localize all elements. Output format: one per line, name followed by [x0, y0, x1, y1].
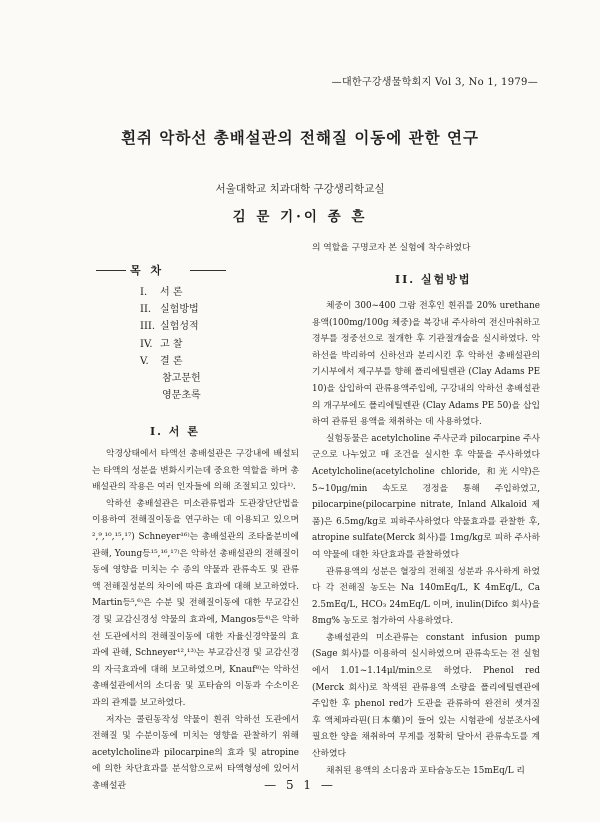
intro-paragraph: 저자는 콜린동작성 약물이 흰쥐 악하선 도관에서 전해질 및 수분이동에 미치는 영향을 관찰하기 위해 acetylcholine과 pilocarpine의 효과 및 atropine에 의한 차단효과를 분석함으로써 타액형성에 있어서 총배설관 [92, 714, 299, 791]
intro-continuation: 의 역할을 구명코자 본 실험에 착수하였다 [312, 243, 471, 253]
section-intro-heading: I. 서 론 [150, 425, 200, 438]
intro-paragraph: 악경상태에서 타액선 총배설관은 구강내에 배설되는 타액의 성분을 변화시키는데 중요한 역할을 하며 총배설관의 작용은 여러 인자들에 의해 조절되고 있다¹⁾. [92, 449, 299, 493]
toc-item-results: III. 실험성적 [140, 321, 199, 333]
toc-rule-right [190, 270, 226, 271]
methods-paragraph: 체중이 300~400 그람 전후인 흰쥐를 20% urethane 용액(100mg/100g 체중)을 복강내 주사하여 전신마취하고 경부를 정중선으로 절개한 후 기관절개술을 실시하였다. 악하선을 박리하여 신하선과 분리시킨 후 악하선 총배설관의 기시부에서 제구부를 향해 폴리에틸렌관 (Clay Adams PE 10)을 삽입하여 관류용액주입에, 구강내의 악하선 총배설관의 개구부에도 폴리에틸렌관 (Clay Adams PE 50)을 삽입하여 관류된 용액을 채취하는 데 사용하였다. [312, 301, 540, 428]
methods-paragraph: 채취된 용액의 소디움과 포타슘농도는 15mEq/L 리 [326, 765, 525, 776]
journal-header: —대한구강생물학회지 Vol 3, No 1, 1979— [331, 77, 538, 88]
intro-body [92, 446, 299, 794]
toc-item-discussion: IV. 고 찰 [140, 338, 183, 350]
methods-paragraph: 총배설관의 미소관류는 constant infusion pump (Sage 회사)를 이용하여 실시하였으며 관류속도는 전 실험에서 1.01~1.14μl/min으로 하였다. Phenol red (Merck 회사)로 착색된 관류용액 소량을 폴리에틸렌관에 주입한 후 phenol red가 도관을 관류하여 완전히 셋겨질 후 액체파라핀(日本藥)이 들어 있는 시험관에 성분조사에 필요한 양을 채취하여 무게를 정확히 달아서 관류속도를 계산하였다 [312, 632, 540, 760]
page-number: — 5 1 — [264, 778, 336, 792]
intro-paragraph: 악하선 총배설관은 미소관류법과 도관장단단법을 이용하여 전해질이동을 연구하는 데 이용되고 있으며²,⁹,¹⁰,¹⁵,¹⁷) Schneyer¹⁶⁾는 총배설관의 조타올분비에 관해, Young등¹⁵,¹⁶,¹⁷⁾은 악하선 총배설관의 전해질이동에 영향을 미치는 수 종의 약물과 관류속도 및 관류액 전해질성분의 차이에 따른 효과에 대해 보고하였다. Martin등⁵,⁶⁾은 수분 및 전해질이동에 대한 무교감신경 및 교감신경성 약물의 효과에, Mangos등⁴⁾은 악하선 도관에서의 전해질이동에 대한 자율신경약물의 효과에 관해, Schneyer¹²,¹³⁾는 부교감신경 및 교감신경의 자극효과에 대해 보고하였으며, Knauf⁸⁾는 악하선 총배설관에서의 소디움 및 포타슘의 이동과 수소이온과의 관계를 보고하였다. [92, 498, 299, 708]
authors: 김 문 기·이 종 흔 [232, 209, 368, 225]
table-of-contents [140, 284, 201, 404]
toc-item-english-abstract: 영문초록 [162, 390, 201, 402]
methods-body [312, 298, 540, 779]
toc-item-conclusion: V. 결 론 [140, 355, 183, 367]
section-methods-heading: II. 실험방법 [395, 273, 472, 286]
methods-paragraph: 관류용액의 성분은 혈장의 전해질 성분과 유사하게 하였다 각 전해질 농도는 Na 140mEq/L, K 4mEq/L, Ca 2.5mEq/L, HCO₃ 24mEq/L 이며, inulin(Difco 회사)을 8mg% 농도로 첨가하여 사용하였다. [312, 566, 540, 627]
toc-item-methods: II. 실험방법 [140, 304, 199, 316]
paper-title: 흰쥐 악하선 총배설관의 전해질 이동에 관한 연구 [121, 128, 479, 147]
toc-item-references: 참고문헌 [162, 373, 201, 385]
affiliation: 서울대학교 치과대학 구강생리학교실 [215, 183, 385, 195]
toc-item-intro: I. 서 론 [140, 287, 183, 298]
toc-heading: 목 차 [130, 264, 165, 277]
toc-rule-left [96, 270, 126, 271]
methods-paragraph: 실험동물은 acetylcholine 주사군과 pilocarpine 주사군으로 나누었고 매 조건을 실시한 후 약물을 주사하였다 Acetylcholine(acetylcholine chloride, 和光시약)은 5~10μg/min 속도로 경정을 통해 주입하였고, pilocarpine(pilocarpine nitrate, Inland Alkaloid 제품)은 6.5mg/kg로 피하주사하였다 약물효과를 관찰한 후, atropine sulfate(Merck 회사)를 1mg/kg로 피하 주사하여 약물에 대한 차단효과를 관찰하였다 [312, 433, 540, 560]
